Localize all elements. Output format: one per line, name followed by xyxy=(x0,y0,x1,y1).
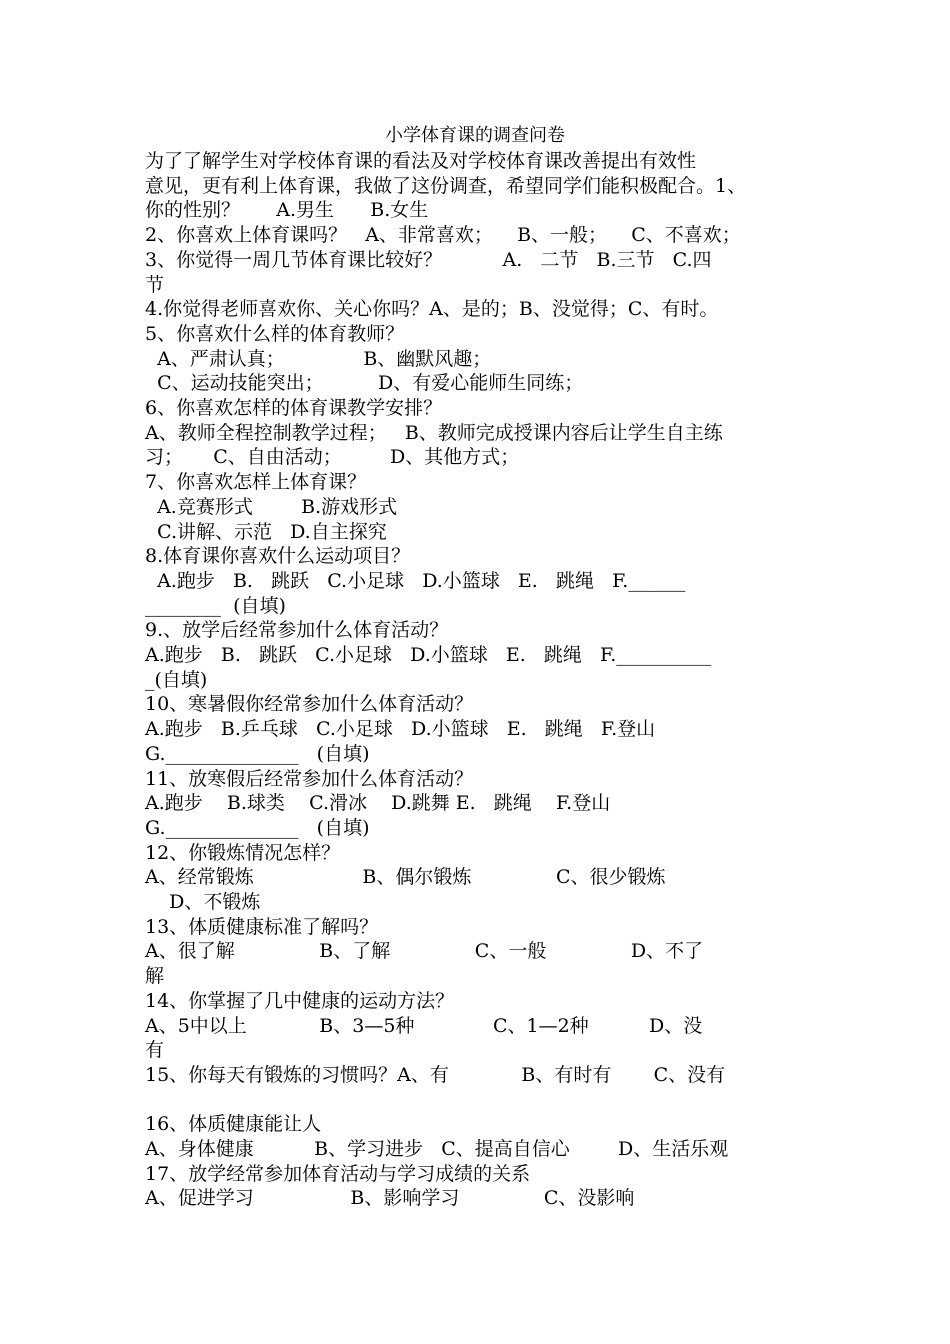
text-line: 11、放寒假后经常参加什么体育活动？ xyxy=(145,768,474,790)
text-line: A.竞赛形式 B.游戏形式 xyxy=(145,496,398,518)
text-line: 17、放学经常参加体育活动与学习成绩的关系 xyxy=(145,1163,531,1185)
text-line: D、不锻炼 xyxy=(145,891,261,913)
text-line: 8.体育课你喜欢什么运动项目？ xyxy=(145,545,411,567)
text-line: A、5中以上 B、3—5种 C、1—2种 D、没 xyxy=(145,1015,703,1037)
text-line: 3、你觉得一周几节体育课比较好？ A. 二节 B.三节 C.四 xyxy=(145,249,712,271)
text-line: G.______________ (自填) xyxy=(145,817,370,839)
text-line: A、身体健康 B、学习进步 C、提高自信心 D、生活乐观 xyxy=(145,1138,729,1160)
text-line: 7、你喜欢怎样上体育课？ xyxy=(145,471,367,493)
text-line: A、很了解 B、了解 C、一般 D、不了 xyxy=(145,940,704,962)
text-line: ________ (自填) xyxy=(145,595,286,617)
text-line: 意见，更有利上体育课，我做了这份调查，希望同学们能积极配合。1、 xyxy=(145,175,747,197)
text-line: 2、你喜欢上体育课吗？ A、非常喜欢； B、一般； C、不喜欢； xyxy=(145,224,741,246)
text-line: 为了了解学生对学校体育课的看法及对学校体育课改善提出有效性 xyxy=(145,150,697,172)
page-title: 小学体育课的调查问卷 xyxy=(385,125,565,146)
text-line: 解 xyxy=(145,965,165,987)
text-line: 16、体质健康能让人 xyxy=(145,1113,322,1135)
text-line: A、促进学习 B、影响学习 C、没影响 xyxy=(145,1187,635,1209)
text-line: 有 xyxy=(145,1039,165,1061)
text-line: 6、你喜欢怎样的体育课教学安排？ xyxy=(145,397,443,419)
text-line: 节 xyxy=(145,274,165,296)
text-line: A.跑步 B.乒乓球 C.小足球 D.小篮球 E. 跳绳 F.登山 xyxy=(145,718,656,740)
text-line: _(自填) xyxy=(145,669,208,691)
text-line: 习； C、自由活动； D、其他方式； xyxy=(145,446,520,468)
text-line: A、严肃认真； B、幽默风趣； xyxy=(145,348,492,370)
text-line: 5、你喜欢什么样的体育教师？ xyxy=(145,323,405,345)
text-line: A、经常锻炼 B、偶尔锻炼 C、很少锻炼 xyxy=(145,866,666,888)
text-line: 14、你掌握了几中健康的运动方法？ xyxy=(145,990,455,1012)
text-line: 13、体质健康标准了解吗？ xyxy=(145,916,379,938)
text-line: 你的性别？ A.男生 B.女生 xyxy=(145,199,429,221)
text-line: A、教师全程控制教学过程； B、教师完成授课内容后让学生自主练 xyxy=(145,422,723,444)
text-line: A.跑步 B.球类 C.滑冰 D.跳舞 E. 跳绳 F.登山 xyxy=(145,792,611,814)
text-line: A.跑步 B. 跳跃 C.小足球 D.小篮球 E. 跳绳 F.__________ xyxy=(145,644,712,666)
text-line: 4.你觉得老师喜欢你、关心你吗？A、是的；B、没觉得；C、有时。 xyxy=(145,298,719,320)
text-line: G.______________ (自填) xyxy=(145,743,370,765)
text-line: 9.、放学后经常参加什么体育活动？ xyxy=(145,619,449,641)
text-line: C.讲解、示范 D.自主探究 xyxy=(145,521,387,543)
text-line: 12、你锻炼情况怎样？ xyxy=(145,842,341,864)
text-line: 15、你每天有锻炼的习惯吗？A、有 B、有时有 C、没有 xyxy=(145,1064,726,1086)
text-line: C、运动技能突出； D、有爱心能师生同练； xyxy=(145,372,584,394)
text-line: A.跑步 B. 跳跃 C.小足球 D.小篮球 E. 跳绳 F.______ xyxy=(145,570,686,592)
text-line: 10、寒暑假你经常参加什么体育活动？ xyxy=(145,693,474,715)
